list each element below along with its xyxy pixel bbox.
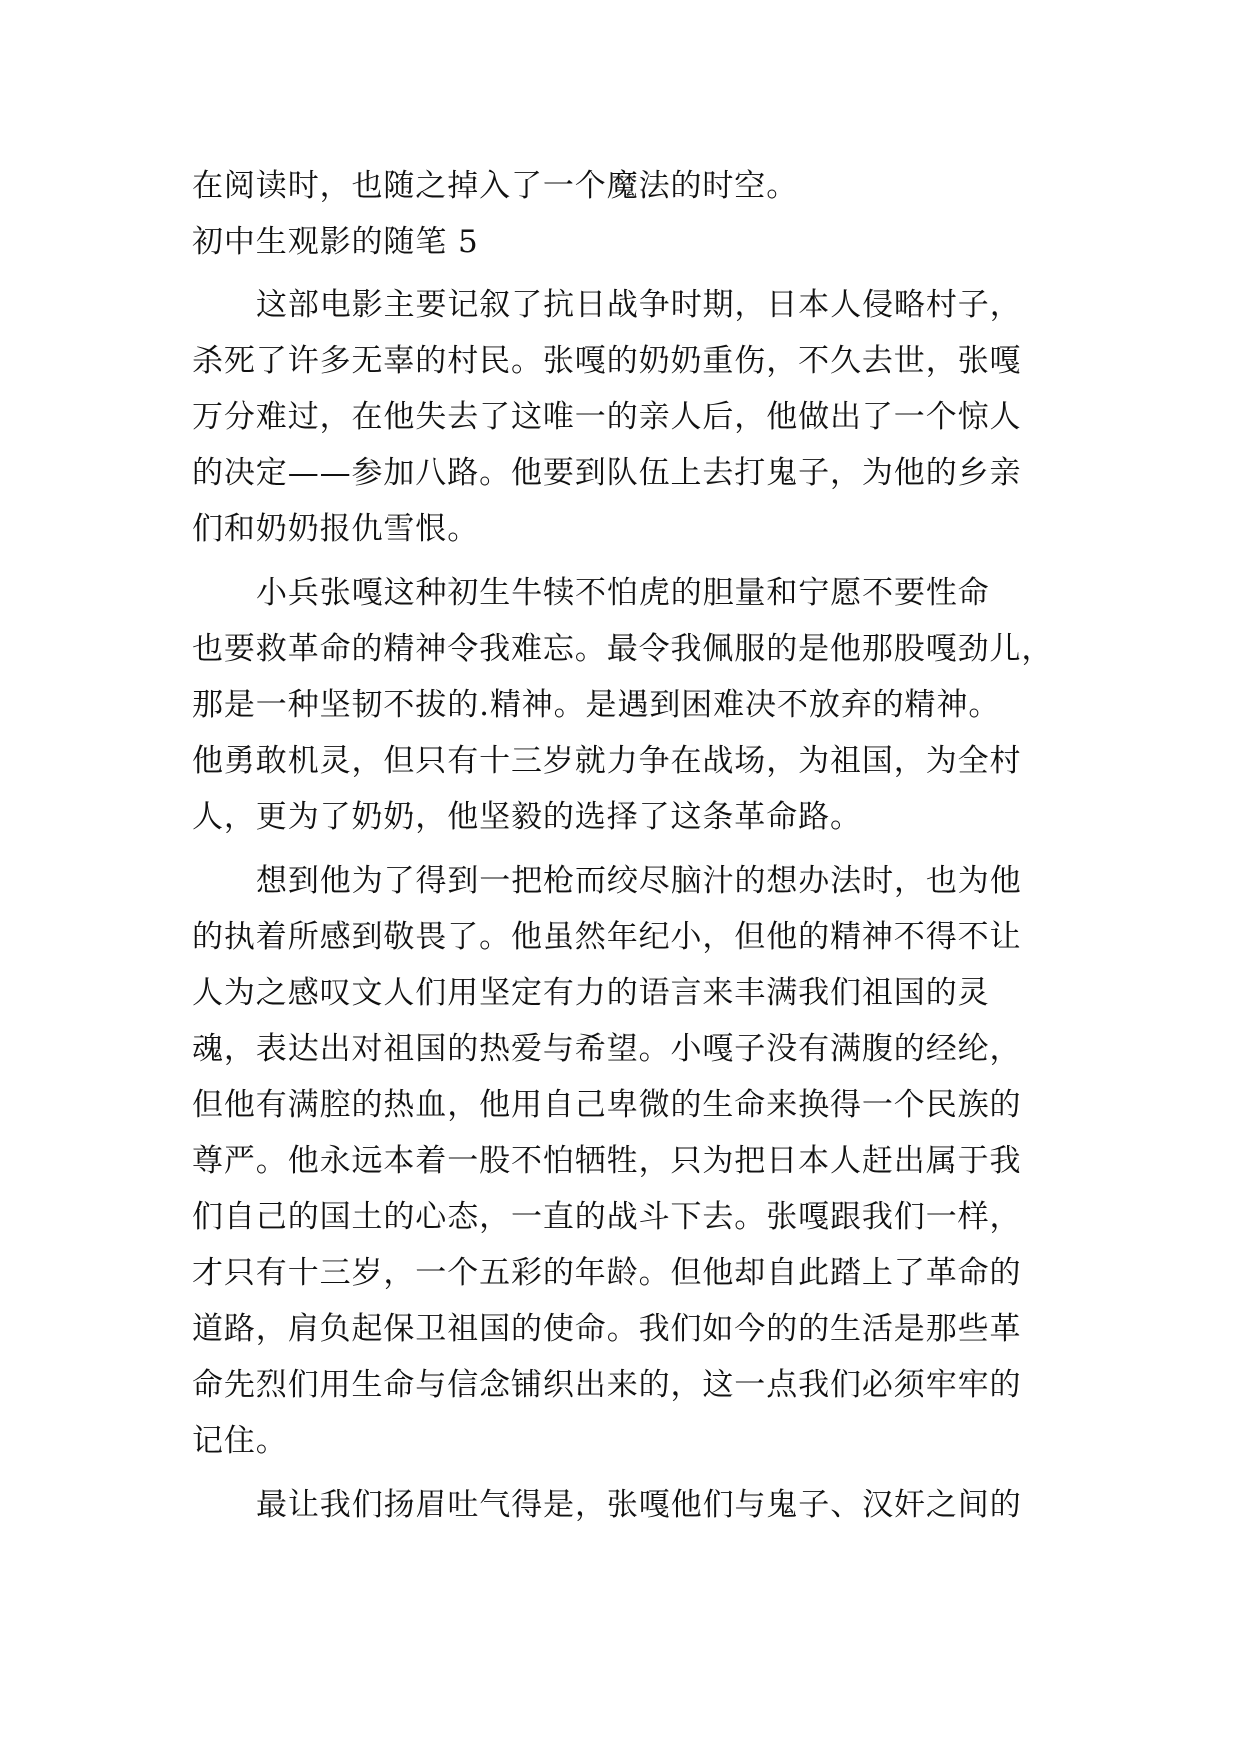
lead-line: 在阅读时，也随之掉入了一个魔法的时空。 [192,168,799,204]
text-line: 魂，表达出对祖国的热爱与希望。小嘎子没有满腹的经纶， [192,1031,1022,1067]
text-line: 人，更为了奶奶，他坚毅的选择了这条革命路。 [192,799,862,835]
text-line: 小兵张嘎这种初生牛犊不怕虎的胆量和宁愿不要性命 [256,575,990,611]
text-line: 的执着所感到敬畏了。他虽然年纪小，但他的精神不得不让 [192,919,1022,955]
text-line: 想到他为了得到一把枪而绞尽脑汁的想办法时，也为他 [256,863,1022,899]
text-line: 他勇敢机灵，但只有十三岁就力争在战场，为祖国，为全村 [192,743,1022,779]
text-line: 杀死了许多无辜的村民。张嘎的奶奶重伤，不久去世，张嘎 [192,343,1022,379]
paragraph-2 [192,565,1052,845]
text-line: 们和奶奶报仇雪恨。 [192,511,480,547]
text-line: 但他有满腔的热血，他用自己卑微的生命来换得一个民族的 [192,1087,1022,1123]
text-line: 也要救革命的精神令我难忘。最令我佩服的是他那股嘎劲儿， [192,631,1054,667]
text-line: 这部电影主要记叙了抗日战争时期，日本人侵略村子， [256,287,1022,323]
paragraph-3 [192,853,1052,1469]
text-line: 尊严。他永远本着一股不怕牺牲，只为把日本人赶出属于我 [192,1143,1022,1179]
text-line: 万分难过，在他失去了这唯一的亲人后，他做出了一个惊人 [192,399,1022,435]
text-line: 那是一种坚韧不拔的.精神。是遇到困难决不放弃的精神。 [192,687,1001,723]
text-line: 道路，肩负起保卫祖国的使命。我们如今的的生活是那些革 [192,1311,1022,1347]
document-body [192,158,1052,1533]
text-line: 最让我们扬眉吐气得是，张嘎他们与鬼子、汉奸之间的 [256,1487,1022,1523]
text-line: 们自己的国土的心态，一直的战斗下去。张嘎跟我们一样， [192,1199,1022,1235]
essay-title: 初中生观影的随笔 5 [192,224,479,260]
text-line: 记住。 [192,1423,288,1459]
paragraph-4 [192,1477,1052,1533]
text-line: 的决定——参加八路。他要到队伍上去打鬼子，为他的乡亲 [192,455,1022,491]
paragraph-1 [192,277,1052,557]
text-line: 命先烈们用生命与信念铺织出来的，这一点我们必须牢牢的 [192,1367,1022,1403]
text-line: 人为之感叹文人们用坚定有力的语言来丰满我们祖国的灵 [192,975,990,1011]
text-line: 才只有十三岁，一个五彩的年龄。但他却自此踏上了革命的 [192,1255,1022,1291]
